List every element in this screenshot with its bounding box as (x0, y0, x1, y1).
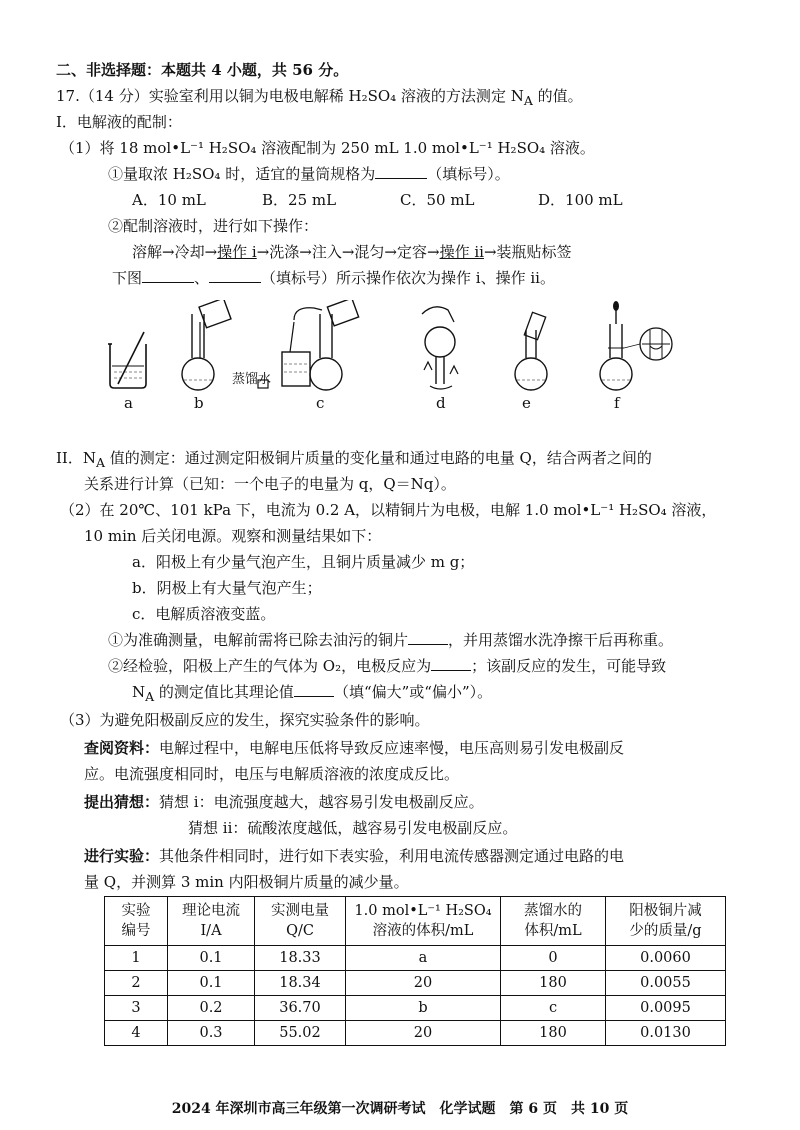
table-cell: 20 (346, 971, 501, 996)
apparatus-label-b: b (194, 394, 204, 412)
apparatus-label-d: d (436, 394, 446, 412)
sub-question-3: （3）为避免阳极副反应的发生，探究实验条件的影响。 (60, 711, 430, 729)
header-line: 1.0 mol•L⁻¹ H₂SO₄ (354, 903, 492, 919)
header-line: Q/C (286, 923, 314, 939)
flow-step: 溶解→冷却→ (132, 243, 218, 261)
header-line: 蒸馏水的 (524, 903, 582, 919)
sub-question-2-line2: 10 min 后关闭电源。观察和测量结果如下： (84, 527, 382, 545)
question-text: 实验室利用以铜为电极电解稀 H₂SO₄ 溶液的方法测定 N (148, 87, 524, 105)
answer-blank[interactable] (142, 268, 194, 283)
header-line: 实验 (121, 903, 151, 919)
table-cell: 36.70 (255, 996, 346, 1021)
operation-question-hint: （填标号）所示操作依次为操作 i、操作 ii。 (261, 269, 555, 287)
table-cell: 0.3 (168, 1021, 255, 1046)
table-cell: 2 (105, 971, 168, 996)
sub-question-2-3-hint: （填“偏大”或“偏小”）。 (333, 683, 493, 701)
table-cell: 1 (105, 946, 168, 971)
table-cell: 180 (501, 1021, 606, 1046)
na-symbol: N (132, 683, 146, 701)
apparatus-label-a: a (124, 394, 133, 412)
choice-c: C．50 mL (400, 191, 475, 209)
part-2-text-line2: 关系进行计算（已知：一个电子的电量为 q，Q＝Nq）。 (84, 475, 456, 493)
answer-blank[interactable] (375, 164, 427, 179)
question-number: 17.（14 分） (56, 87, 149, 105)
sub-question-2-1 (108, 630, 673, 650)
observation-a: a．阳极上有少量气泡产生，且铜片质量减少 m g； (132, 553, 475, 571)
table-row (105, 971, 726, 996)
apparatus-label-f: f (614, 394, 620, 412)
experiment-table (104, 896, 726, 1046)
page-footer: 2024 年深圳市高三年级第一次调研考试 化学试题 第 6 页 共 10 页 (171, 1101, 629, 1117)
table-cell: 3 (105, 996, 168, 1021)
hypothesis-label: 提出猜想： (84, 793, 160, 811)
operation-question-text: 下图 (112, 269, 143, 287)
table-cell: 0.0060 (606, 946, 726, 971)
header-mass-loss (606, 897, 726, 946)
reference-label: 查阅资料： (84, 739, 160, 757)
sub-question-2-1-text: ①为准确测量，电解前需将已除去油污的铜片 (108, 631, 409, 649)
header-line: 体积/mL (524, 923, 582, 939)
operation-flow (132, 242, 572, 262)
inverted-flask-mixing-illustration (414, 300, 470, 392)
table-cell: a (346, 946, 501, 971)
question-text-end: 的值。 (532, 87, 583, 105)
answer-blank[interactable] (431, 656, 471, 671)
header-theoretical-current (168, 897, 255, 946)
subscript-a: A (145, 689, 155, 704)
operation-question-sep: 、 (194, 269, 210, 287)
table-cell: 0.0095 (606, 996, 726, 1021)
experiment-label: 进行实验： (84, 847, 160, 865)
choice-b: B．25 mL (262, 191, 337, 209)
part-2-text: 值的测定：通过测定阳极铜片质量的变化量和通过电路的电量 Q，结合两者之间的 (105, 449, 652, 467)
header-line: 编号 (121, 923, 151, 939)
header-experiment-no (105, 897, 168, 946)
table-cell: 20 (346, 1021, 501, 1046)
experiment-text: 其他条件相同时，进行如下表实验，利用电流传感器测定通过电路的电 (159, 847, 625, 865)
stoppered-flask-illustration (506, 300, 558, 392)
choice-a: A．10 mL (132, 191, 206, 209)
reference-text: 电解过程中，电解电压低将导致反应速率慢，电压高则易引发电极副反 (159, 739, 625, 757)
header-water-volume (501, 897, 606, 946)
table-cell: c (501, 996, 606, 1021)
dropper-flask-illustration (594, 300, 684, 392)
operation-question (112, 268, 555, 288)
volumetric-flask-pouring-illustration (178, 300, 238, 392)
header-line: 理论电流 (182, 903, 240, 919)
header-line: 溶液的体积/mL (372, 923, 474, 939)
answer-blank[interactable] (294, 682, 334, 697)
part-2-heading (56, 448, 652, 473)
reference-material (84, 738, 624, 758)
sub-question-2-2 (108, 656, 666, 676)
answer-blank[interactable] (408, 630, 448, 645)
table-row (105, 1021, 726, 1046)
sub-question-1: （1）将 18 mol•L⁻¹ H₂SO₄ 溶液配制为 250 mL 1.0 mol•L⁻¹ H₂SO₄ 溶液。 (60, 139, 595, 157)
sub-question-2-2-text-end: ；该副反应的发生，可能导致 (471, 657, 667, 675)
sub-question-2-1-text-end: ，并用蒸馏水洗净擦干后再称重。 (448, 631, 674, 649)
subscript-a: A (95, 455, 106, 470)
sub-question-1-1-hint: （填标号）。 (427, 165, 510, 183)
table-cell: 0.1 (168, 971, 255, 996)
table-cell: 18.33 (255, 946, 346, 971)
section-heading: 二、非选择题：本题共 4 小题，共 56 分。 (56, 61, 349, 79)
table-header-row (105, 897, 726, 946)
table-cell: b (346, 996, 501, 1021)
sub-question-2-3 (132, 682, 492, 707)
table-cell: 4 (105, 1021, 168, 1046)
header-line: I/A (200, 923, 222, 939)
hypothesis-1-text: 猜想 i：电流强度越大，越容易引发电极副反应。 (159, 793, 484, 811)
observation-b: b．阴极上有大量气泡产生； (132, 579, 322, 597)
distilled-water-label: 蒸馏水 (232, 372, 272, 387)
apparatus-label-e: e (522, 394, 531, 412)
table-cell: 18.34 (255, 971, 346, 996)
table-cell: 0 (501, 946, 606, 971)
answer-blank[interactable] (209, 268, 261, 283)
sub-question-2-2-text: ②经检验，阳极上产生的气体为 O₂，电极反应为 (108, 657, 432, 675)
table-cell: 0.2 (168, 996, 255, 1021)
hypothesis-1 (84, 792, 484, 812)
reference-text-line2: 应。电流强度相同时，电压与电解质溶液的浓度成反比。 (84, 765, 460, 783)
table-row (105, 996, 726, 1021)
sub-question-2: （2）在 20℃、101 kPa 下，电流为 0.2 A，以精铜片为电极，电解 1.0 mol•L⁻¹ H₂SO₄ 溶液， (60, 501, 717, 519)
sub-question-1-2: ②配制溶液时，进行如下操作： (108, 217, 319, 235)
observation-c: c．电解质溶液变蓝。 (132, 605, 276, 623)
sub-question-2-3-text: 的测定值比其理论值 (154, 683, 294, 701)
table-cell: 0.0055 (606, 971, 726, 996)
table-cell: 0.1 (168, 946, 255, 971)
table-cell: 0.0130 (606, 1021, 726, 1046)
experiment-text-line2: 量 Q，并测算 3 min 内阳极铜片质量的减少量。 (84, 873, 409, 891)
choice-d: D．100 mL (538, 191, 623, 209)
experiment-description (84, 846, 624, 866)
hypothesis-2: 猜想 ii：硫酸浓度越低，越容易引发电极副反应。 (188, 819, 518, 837)
table-cell: 55.02 (255, 1021, 346, 1046)
beaker-illustration (104, 300, 154, 390)
flow-operation-ii: 操作 ii (439, 243, 484, 261)
sub-question-1-1 (108, 164, 510, 184)
table-row (105, 946, 726, 971)
wash-bottle-flask-illustration (254, 300, 374, 392)
sub-question-1-1-text: ①量取浓 H₂SO₄ 时，适宜的量筒规格为 (108, 165, 376, 183)
flow-operation-i: 操作 i (217, 243, 257, 261)
header-h2so4-volume (346, 897, 501, 946)
flow-step: →装瓶贴标签 (483, 243, 572, 261)
header-line: 少的质量/g (629, 923, 702, 939)
subscript-a: A (523, 93, 533, 108)
header-line: 阳极铜片减 (629, 903, 702, 919)
apparatus-label-c: c (316, 394, 325, 412)
flow-step: →洗涤→注入→混匀→定容→ (256, 243, 440, 261)
part-1-heading: I．电解液的配制： (56, 113, 182, 131)
part-2-label: II．N (56, 449, 96, 467)
question-17-title (56, 86, 583, 111)
table-cell: 180 (501, 971, 606, 996)
header-line: 实测电量 (271, 903, 329, 919)
header-measured-charge (255, 897, 346, 946)
